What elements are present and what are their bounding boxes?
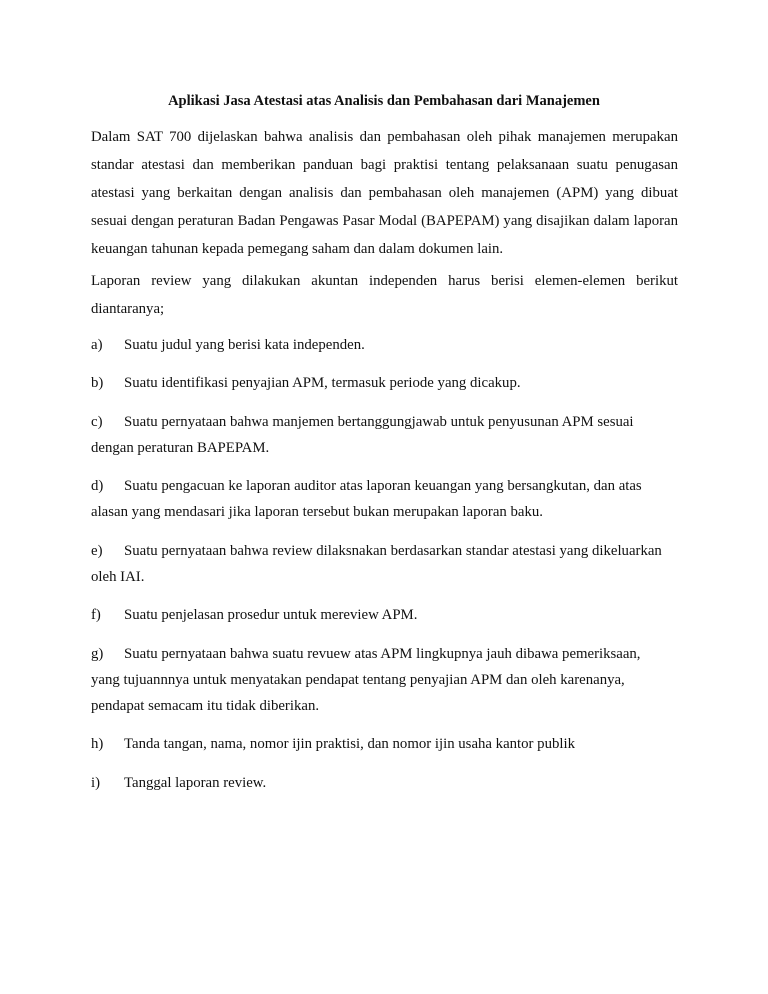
list-item-text: dengan peraturan BAPEPAM. [91, 440, 270, 456]
list-item-text: Tanggal laporan review. [124, 775, 267, 791]
list-item-c-continuation [91, 434, 691, 462]
list-item-e [91, 537, 691, 565]
list-marker: f) [91, 607, 101, 623]
review-elements-paragraph: Laporan review yang dilakukan akuntan independen harus berisi elemen-elemen berikut diantaranya; [91, 273, 678, 317]
list-item-i [91, 769, 691, 797]
list-item-text: Tanda tangan, nama, nomor ijin praktisi, dan nomor ijin usaha kantor publik [124, 736, 575, 752]
list-item-text: Suatu identifikasi penyajian APM, termasuk periode yang dicakup. [124, 375, 521, 391]
list-item-text: Suatu pengacuan ke laporan auditor atas laporan keuangan yang bersangkutan, dan atas [124, 478, 642, 494]
list-marker: g) [91, 646, 104, 662]
list-item-d [91, 472, 691, 500]
list-marker: e) [91, 543, 103, 559]
list-marker: b) [91, 375, 104, 391]
list-item-text: Suatu pernyataan bahwa suatu revuew atas APM lingkupnya jauh dibawa pemeriksaan, [124, 646, 641, 662]
list-item-b [91, 369, 691, 397]
list-marker: d) [91, 478, 104, 494]
list-item-a [91, 331, 691, 359]
list-marker: h) [91, 736, 104, 752]
list-item-g [91, 640, 691, 668]
list-marker: a) [91, 337, 103, 353]
list-item-text: oleh IAI. [91, 569, 145, 585]
list-item-text: pendapat semacam itu tidak diberikan. [91, 698, 320, 714]
list-item-text: yang tujuannnya untuk menyatakan pendapat tentang penyajian APM dan oleh karenanya, [91, 672, 625, 688]
list-item-e-continuation [91, 563, 691, 591]
list-item-g-continuation [91, 666, 691, 694]
list-item-text: Suatu penjelasan prosedur untuk mereview APM. [124, 607, 418, 623]
list-item-text: alasan yang mendasari jika laporan tersebut bukan merupakan laporan baku. [91, 504, 543, 520]
list-item-text: Suatu judul yang berisi kata independen. [124, 337, 365, 353]
list-marker: c) [91, 414, 103, 430]
document-title: Aplikasi Jasa Atestasi atas Analisis dan Pembahasan dari Manajemen [168, 93, 600, 109]
list-item-d-continuation [91, 498, 691, 526]
list-item-g-continuation-2 [91, 692, 691, 720]
list-item-f [91, 601, 691, 629]
list-marker: i) [91, 775, 101, 791]
intro-paragraph: Dalam SAT 700 dijelaskan bahwa analisis dan pembahasan oleh pihak manajemen merupakan standar atestasi dan memberikan panduan bagi praktisi tentang pelaksanaan suatu penugasan atestasi yang berkaitan dengan analisis dan pembahasan oleh manajemen (APM) yang dibuat sesuai dengan peraturan Badan Pengawas Pasar Modal (BAPEPAM) yang disajikan dalam laporan keuangan tahunan kepada pemegang saham dan dalam dokumen lain. [91, 129, 678, 257]
list-item-h [91, 730, 691, 758]
list-item-text: Suatu pernyataan bahwa manjemen bertanggungjawab untuk penyusunan APM sesuai [124, 414, 634, 430]
list-item-text: Suatu pernyataan bahwa review dilaksnakan berdasarkan standar atestasi yang dikeluarkan [124, 543, 662, 559]
list-item-c [91, 408, 691, 436]
